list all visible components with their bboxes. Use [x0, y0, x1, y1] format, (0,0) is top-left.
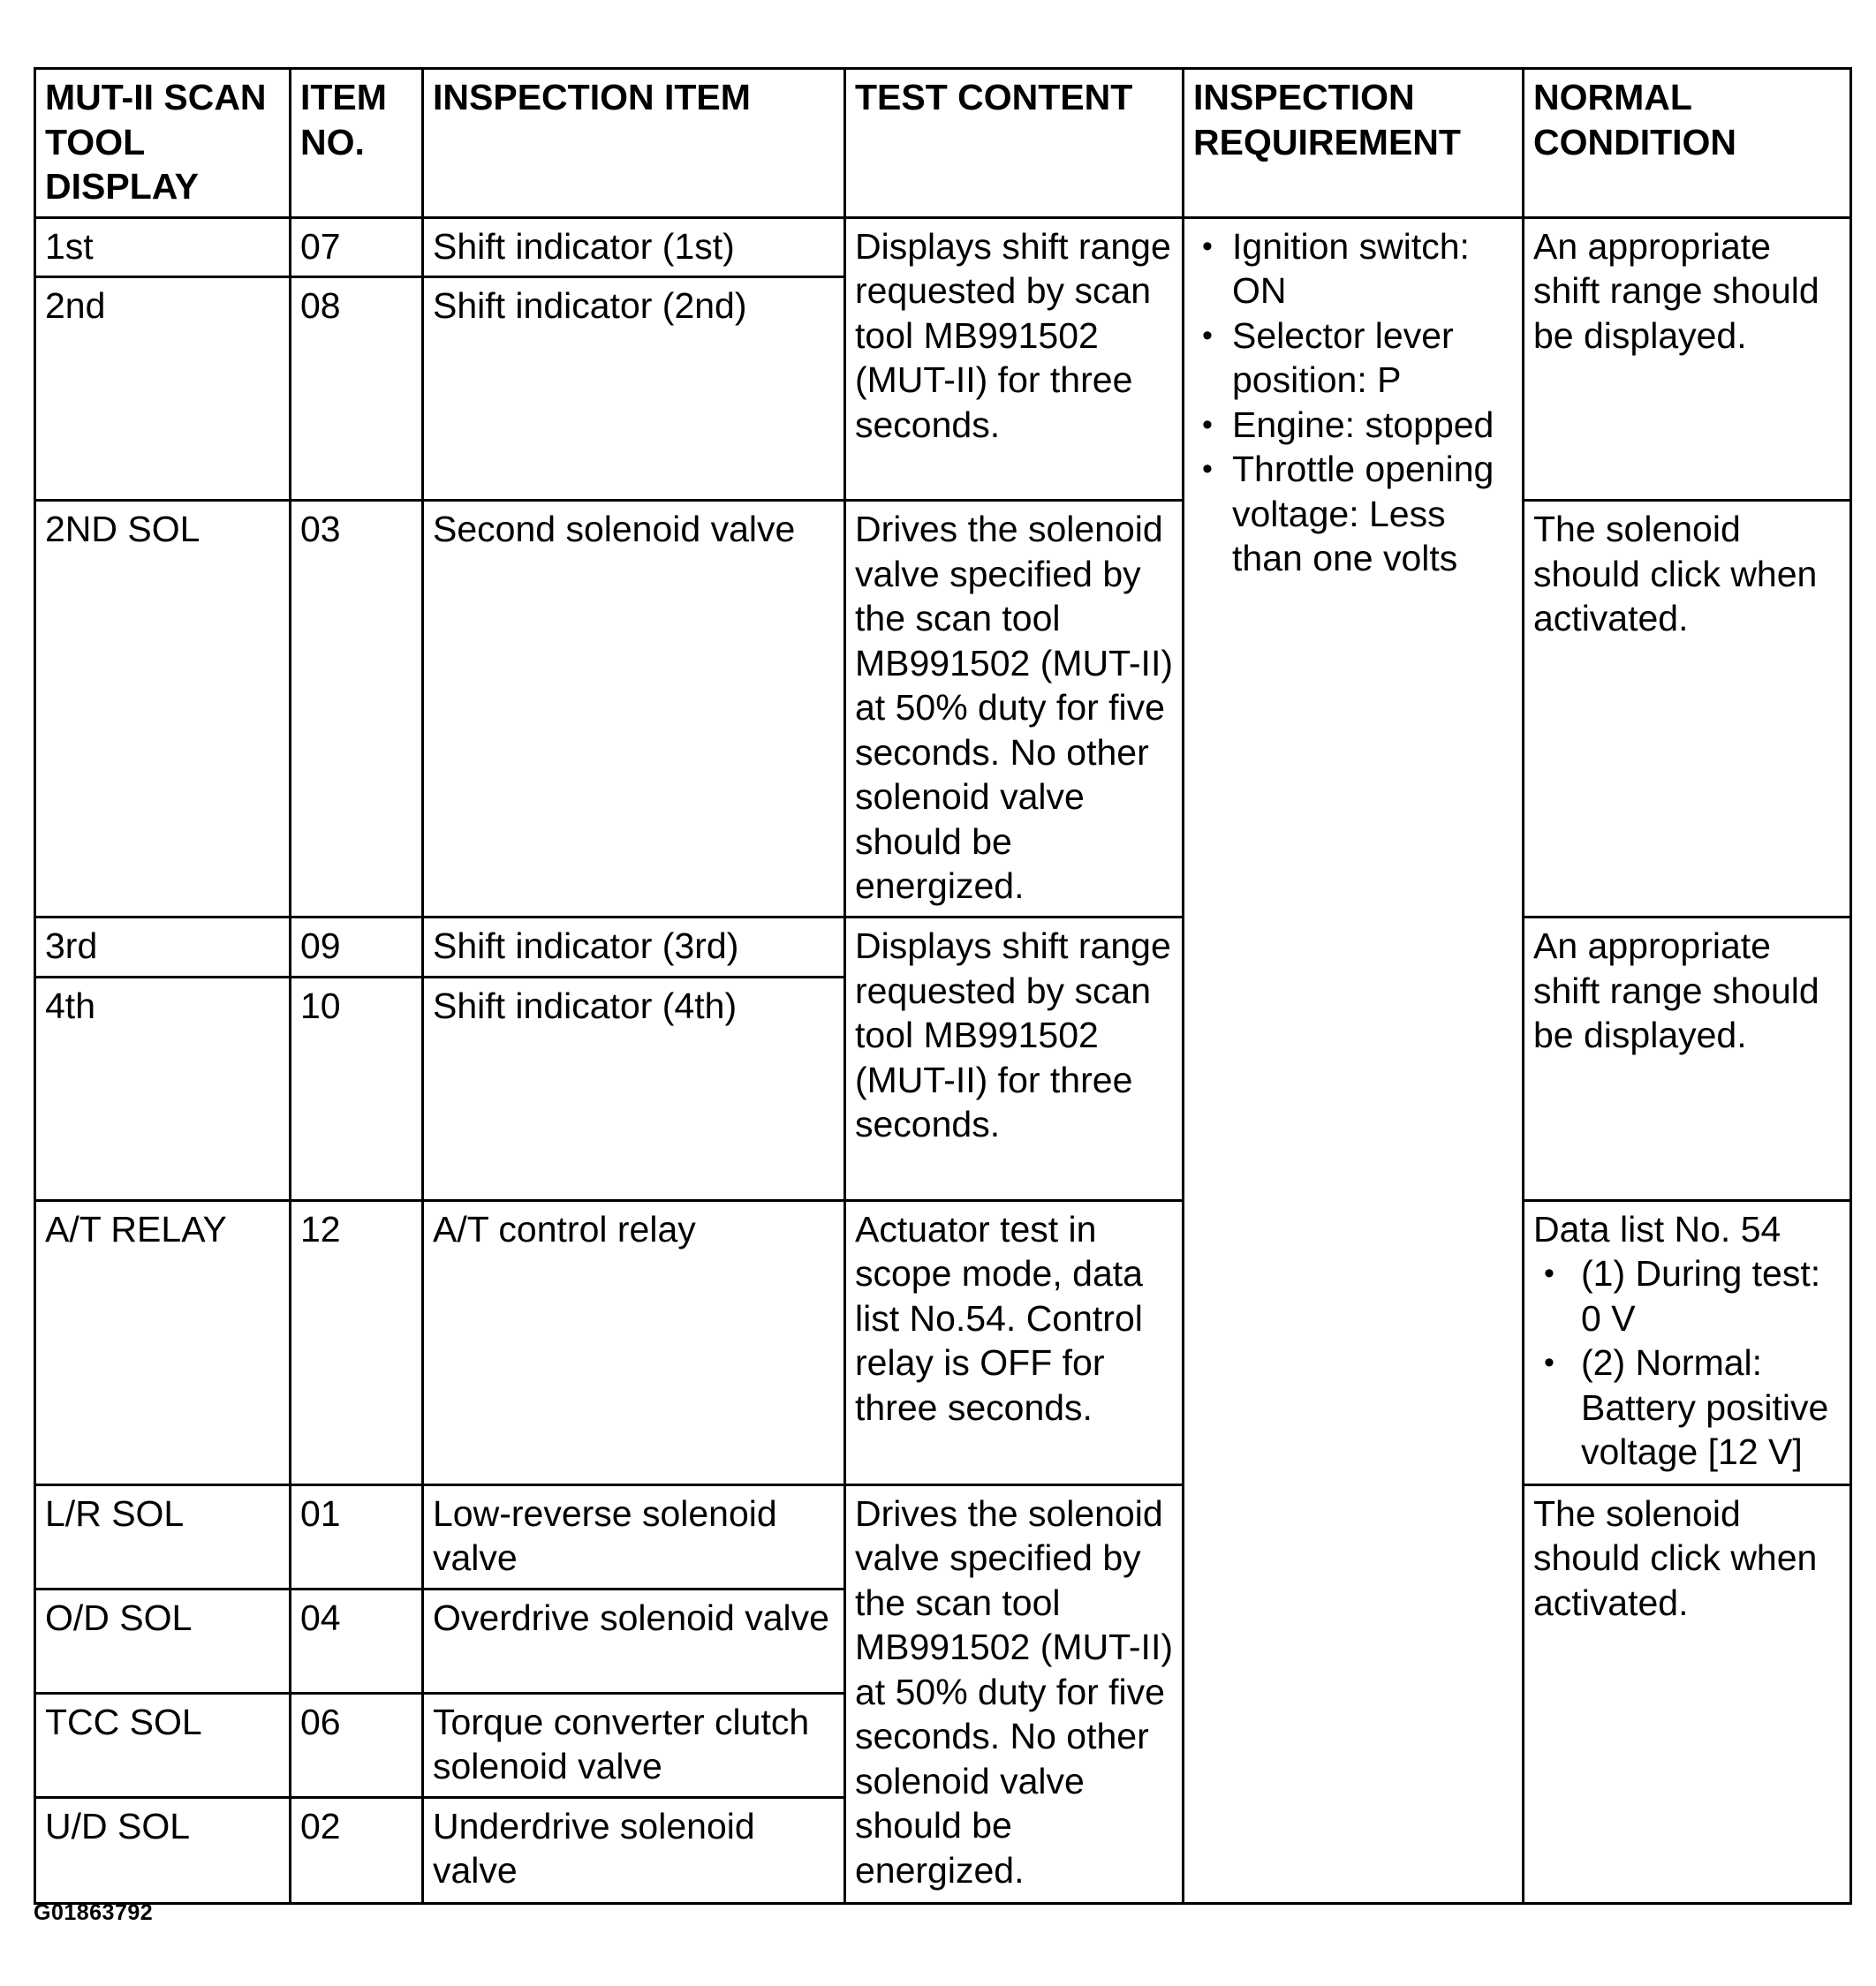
cell-display: U/D SOL: [35, 1797, 291, 1903]
cell-item-no: 09: [291, 917, 423, 978]
cell-inspection-item: Second solenoid valve: [423, 501, 845, 917]
cell-normal-condition: An appropriate shift range should be displayed.: [1524, 217, 1851, 501]
cell-display: L/R SOL: [35, 1484, 291, 1589]
list-item: • Selector lever position: P: [1232, 313, 1513, 403]
cell-display: O/D SOL: [35, 1589, 291, 1693]
cell-display: 1st: [35, 217, 291, 277]
cell-display: TCC SOL: [35, 1693, 291, 1797]
cell-item-no: 04: [291, 1589, 423, 1693]
cell-inspection-requirement: [1184, 217, 1524, 1903]
cell-item-no: 03: [291, 501, 423, 917]
cell-inspection-item: Shift indicator (4th): [423, 977, 845, 1200]
cell-normal-condition: An appropriate shift range should be displayed.: [1524, 917, 1851, 1201]
table-row: [35, 501, 1851, 917]
cell-test-content: Displays shift range requested by scan tool MB991502 (MUT-II) for three seconds.: [845, 917, 1184, 1201]
figure-id: G01863792: [34, 1900, 154, 1925]
list-item: • Throttle opening voltage: Less than one volts: [1232, 447, 1513, 581]
header-scan-tool-display: MUT-II SCAN TOOL DISPLAY: [35, 69, 291, 218]
cell-normal-condition: [1524, 1200, 1851, 1484]
list-item: • Ignition switch: ON: [1232, 224, 1513, 313]
cell-display: 2ND SOL: [35, 501, 291, 917]
cell-test-content: Drives the solenoid valve specified by the scan tool MB991502 (MUT-II) at 50% duty for five seconds. No other solenoid valve should be energized.: [845, 501, 1184, 917]
list-item: • (1) During test: 0 V: [1581, 1251, 1841, 1340]
cell-inspection-item: Torque converter clutch solenoid valve: [423, 1693, 845, 1797]
header-inspection-item: INSPECTION ITEM: [423, 69, 845, 218]
cell-inspection-item: Overdrive solenoid valve: [423, 1589, 845, 1693]
cell-normal-condition: The solenoid should click when activated.: [1524, 1484, 1851, 1903]
cell-inspection-item: Shift indicator (2nd): [423, 277, 845, 501]
table-row: [35, 1200, 1851, 1484]
list-item: • (2) Normal: Battery positive voltage [12 V]: [1581, 1340, 1841, 1475]
cell-display: 4th: [35, 977, 291, 1200]
cell-item-no: 10: [291, 977, 423, 1200]
inspection-table: [34, 67, 1852, 1905]
table-row: [35, 1484, 1851, 1589]
cell-inspection-item: Shift indicator (1st): [423, 217, 845, 277]
cell-display: 3rd: [35, 917, 291, 978]
cell-display: A/T RELAY: [35, 1200, 291, 1484]
header-inspection-requirement: INSPECTION REQUIREMENT: [1184, 69, 1524, 218]
table-row: [35, 917, 1851, 978]
cell-item-no: 08: [291, 277, 423, 501]
cell-item-no: 12: [291, 1200, 423, 1484]
cell-normal-condition: The solenoid should click when activated.: [1524, 501, 1851, 917]
header-normal-condition: NORMAL CONDITION: [1524, 69, 1851, 218]
requirement-list: [1193, 224, 1513, 581]
cell-inspection-item: Underdrive solenoid valve: [423, 1797, 845, 1903]
list-item: • Engine: stopped: [1232, 403, 1513, 448]
cell-item-no: 06: [291, 1693, 423, 1797]
cell-item-no: 07: [291, 217, 423, 277]
cell-display: 2nd: [35, 277, 291, 501]
cell-inspection-item: Low-reverse solenoid valve: [423, 1484, 845, 1589]
cell-item-no: 01: [291, 1484, 423, 1589]
data-list-title: Data list No. 54: [1533, 1208, 1781, 1250]
table-row: [35, 217, 1851, 277]
cell-inspection-item: A/T control relay: [423, 1200, 845, 1484]
cell-inspection-item: Shift indicator (3rd): [423, 917, 845, 978]
cell-test-content: Actuator test in scope mode, data list No.54. Control relay is OFF for three seconds.: [845, 1200, 1184, 1484]
normal-condition-list: [1533, 1251, 1841, 1475]
header-row: [35, 69, 1851, 218]
header-item-no: ITEM NO.: [291, 69, 423, 218]
cell-item-no: 02: [291, 1797, 423, 1903]
cell-test-content: Drives the solenoid valve specified by the scan tool MB991502 (MUT-II) at 50% duty for five seconds. No other solenoid valve should be energized.: [845, 1484, 1184, 1903]
cell-test-content: Displays shift range requested by scan tool MB991502 (MUT-II) for three seconds.: [845, 217, 1184, 501]
header-test-content: TEST CONTENT: [845, 69, 1184, 218]
